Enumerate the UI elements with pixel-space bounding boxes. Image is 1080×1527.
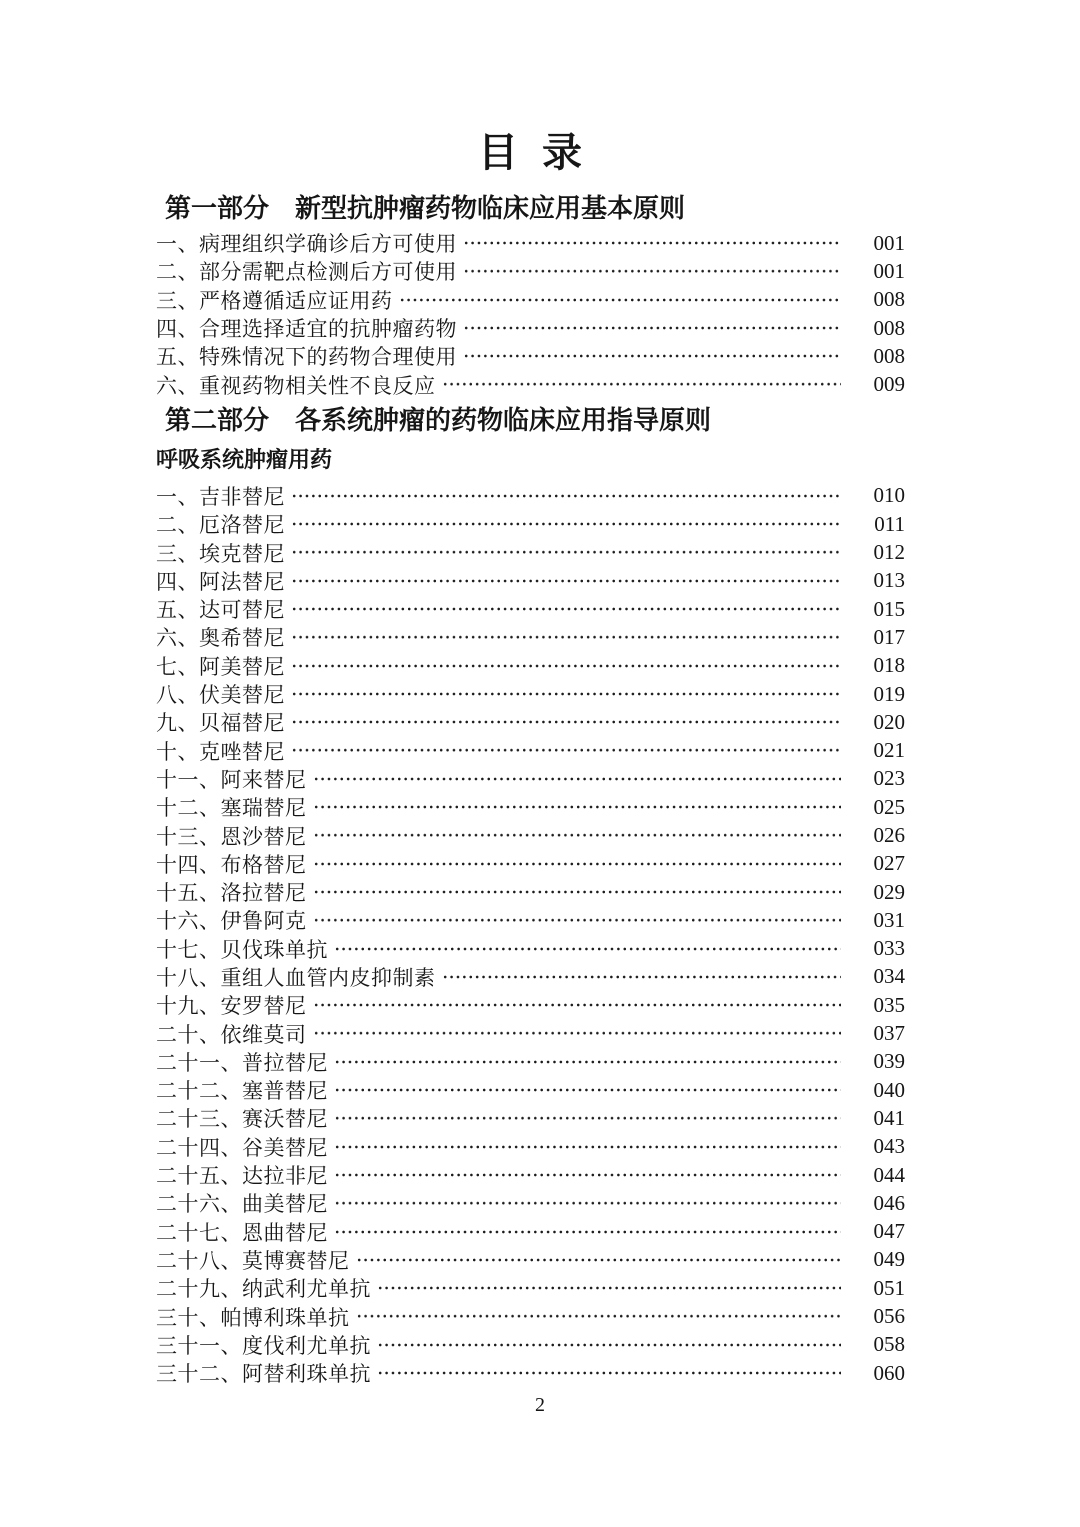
- toc-entry-title: 一、吉非替尼: [156, 484, 285, 509]
- dotted-leader: [442, 963, 842, 991]
- dotted-leader: [442, 370, 842, 398]
- part1-toc-list: [156, 229, 905, 399]
- toc-entry: [156, 652, 905, 680]
- toc-entry: [156, 1218, 905, 1246]
- dotted-leader: [334, 935, 841, 963]
- part1-heading-title: 新型抗肿瘤药物临床应用基本原则: [295, 194, 686, 223]
- dotted-leader: [291, 736, 841, 764]
- toc-entry-page: 008: [873, 315, 905, 340]
- toc-entry-page: 060: [873, 1360, 905, 1385]
- toc-entry: [156, 1161, 905, 1189]
- dotted-leader: [334, 1104, 841, 1132]
- dotted-leader: [291, 567, 841, 595]
- dotted-leader: [313, 1019, 842, 1047]
- toc-entry-title: 四、阿法替尼: [156, 569, 285, 594]
- dotted-leader: [313, 765, 842, 793]
- toc-entry-title: 二十八、莫博赛替尼: [156, 1248, 350, 1273]
- part1-heading-label: 第一部分: [165, 194, 270, 223]
- toc-entry-page: 011: [874, 511, 905, 536]
- toc-entry-title: 六、重视药物相关性不良反应: [156, 373, 436, 398]
- toc-entry-title: 二、部分需靶点检测后方可使用: [156, 260, 457, 285]
- toc-entry-title: 十、克唑替尼: [156, 739, 285, 764]
- toc-entry-page: 058: [873, 1332, 905, 1357]
- toc-entry: [156, 850, 905, 878]
- toc-entry-title: 十一、阿来替尼: [156, 767, 307, 792]
- toc-entry-title: 五、达可替尼: [156, 598, 285, 623]
- dotted-leader: [313, 878, 842, 906]
- toc-entry: [156, 567, 905, 595]
- dotted-leader: [377, 1359, 841, 1387]
- toc-entry-title: 十四、布格替尼: [156, 852, 307, 877]
- toc-entry-title: 三十二、阿替利珠单抗: [156, 1362, 371, 1387]
- part2-heading-label: 第二部分: [165, 405, 270, 435]
- toc-entry-page: 037: [873, 1021, 905, 1046]
- toc-entry: [156, 342, 905, 370]
- dotted-leader: [463, 342, 841, 370]
- toc-entry-title: 十八、重组人血管内皮抑制素: [156, 965, 436, 990]
- toc-entry-title: 二十五、达拉非尼: [156, 1164, 328, 1189]
- toc-entry: [156, 257, 905, 285]
- dotted-leader: [463, 314, 841, 342]
- dotted-leader: [334, 1161, 841, 1189]
- toc-entry-page: 044: [873, 1162, 905, 1187]
- toc-entry: [156, 1246, 905, 1274]
- toc-entry-page: 056: [873, 1304, 905, 1329]
- toc-entry-page: 034: [873, 964, 905, 989]
- toc-entry-page: 051: [873, 1275, 905, 1300]
- toc-entry: [156, 286, 905, 314]
- dotted-leader: [313, 821, 842, 849]
- dotted-leader: [334, 1048, 841, 1076]
- toc-entry-page: 009: [873, 372, 905, 397]
- dotted-leader: [291, 708, 841, 736]
- toc-entry-title: 十五、洛拉替尼: [156, 881, 307, 906]
- toc-entry: [156, 510, 905, 538]
- dotted-leader: [377, 1274, 841, 1302]
- toc-entry-page: 033: [873, 936, 905, 961]
- dotted-leader: [356, 1246, 842, 1274]
- part1-heading: [165, 192, 905, 226]
- toc-entry-title: 三、严格遵循适应证用药: [156, 288, 393, 313]
- dotted-leader: [377, 1331, 841, 1359]
- dotted-leader: [399, 286, 842, 314]
- toc-entry: [156, 1019, 905, 1047]
- toc-entry-page: 031: [873, 907, 905, 932]
- toc-entry: [156, 1076, 905, 1104]
- toc-entry: [156, 765, 905, 793]
- toc-entry: [156, 906, 905, 934]
- toc-entry-page: 020: [873, 709, 905, 734]
- toc-entry-title: 十二、塞瑞替尼: [156, 796, 307, 821]
- toc-entry-page: 015: [873, 596, 905, 621]
- toc-entry: [156, 793, 905, 821]
- toc-entry-page: 047: [873, 1219, 905, 1244]
- toc-entry-page: 013: [873, 568, 905, 593]
- toc-entry-page: 018: [873, 653, 905, 678]
- toc-entry-page: 039: [873, 1049, 905, 1074]
- toc-entry-title: 二十一、普拉替尼: [156, 1050, 328, 1075]
- dotted-leader: [313, 906, 842, 934]
- toc-entry: [156, 229, 905, 257]
- toc-entry: [156, 963, 905, 991]
- toc-entry-page: 001: [873, 230, 905, 255]
- toc-entry-title: 六、奥希替尼: [156, 626, 285, 651]
- dotted-leader: [291, 680, 841, 708]
- part2-toc-list: [156, 482, 905, 1388]
- toc-entry-title: 九、贝福替尼: [156, 711, 285, 736]
- dotted-leader: [291, 595, 841, 623]
- dotted-leader: [334, 1218, 841, 1246]
- toc-entry: [156, 1189, 905, 1217]
- toc-entry: [156, 370, 905, 398]
- toc-entry: [156, 1274, 905, 1302]
- toc-entry: [156, 708, 905, 736]
- toc-entry-title: 八、伏美替尼: [156, 683, 285, 708]
- page-number: 2: [535, 1394, 545, 1417]
- toc-entry: [156, 991, 905, 1019]
- toc-entry: [156, 1359, 905, 1387]
- toc-entry-title: 二十三、赛沃替尼: [156, 1107, 328, 1132]
- toc-entry-title: 三十、帕博利珠单抗: [156, 1305, 350, 1330]
- toc-entry-page: 023: [873, 766, 905, 791]
- toc-entry-page: 017: [873, 624, 905, 649]
- toc-entry: [156, 935, 905, 963]
- dotted-leader: [313, 793, 842, 821]
- toc-entry-page: 027: [873, 851, 905, 876]
- toc-entry-title: 七、阿美替尼: [156, 654, 285, 679]
- part2-heading-title: 各系统肿瘤的药物临床应用指导原则: [295, 405, 712, 435]
- toc-entry: [156, 878, 905, 906]
- toc-entry: [156, 1133, 905, 1161]
- toc-entry-title: 十七、贝伐珠单抗: [156, 937, 328, 962]
- toc-entry: [156, 821, 905, 849]
- toc-entry-title: 十九、安罗替尼: [156, 994, 307, 1019]
- toc-entry-page: 041: [873, 1105, 905, 1130]
- dotted-leader: [356, 1302, 842, 1330]
- toc-entry-title: 三十一、度伐利尤单抗: [156, 1333, 371, 1358]
- toc-entry-page: 035: [873, 992, 905, 1017]
- toc-entry-page: 008: [873, 287, 905, 312]
- dotted-leader: [291, 538, 841, 566]
- toc-entry-title: 二十七、恩曲替尼: [156, 1220, 328, 1245]
- dotted-leader: [313, 850, 842, 878]
- toc-entry-page: 001: [873, 258, 905, 283]
- toc-entry-title: 四、合理选择适宜的抗肿瘤药物: [156, 317, 457, 342]
- toc-entry-page: 043: [873, 1134, 905, 1159]
- toc-entry-title: 三、埃克替尼: [156, 541, 285, 566]
- subsection-heading-respiratory: 呼吸系统肿瘤用药: [156, 446, 333, 472]
- toc-entry: [156, 680, 905, 708]
- toc-entry: [156, 623, 905, 651]
- toc-entry-page: 010: [873, 483, 905, 508]
- toc-entry-title: 十三、恩沙替尼: [156, 824, 307, 849]
- toc-entry-page: 040: [873, 1077, 905, 1102]
- toc-entry: [156, 1302, 905, 1330]
- dotted-leader: [313, 991, 842, 1019]
- dotted-leader: [291, 482, 841, 510]
- toc-entry: [156, 1104, 905, 1132]
- toc-entry-page: 049: [873, 1247, 905, 1272]
- toc-entry-title: 二十六、曲美替尼: [156, 1192, 328, 1217]
- toc-entry-page: 021: [873, 738, 905, 763]
- toc-entry-page: 019: [873, 681, 905, 706]
- toc-entry-title: 二十、依维莫司: [156, 1022, 307, 1047]
- toc-entry-page: 012: [873, 540, 905, 565]
- toc-entry-title: 二十四、谷美替尼: [156, 1135, 328, 1160]
- toc-entry: [156, 538, 905, 566]
- toc-entry: [156, 314, 905, 342]
- toc-entry-page: 026: [873, 822, 905, 847]
- toc-entry-title: 二十九、纳武利尤单抗: [156, 1277, 371, 1302]
- toc-entry-page: 029: [873, 879, 905, 904]
- toc-entry-title: 二、厄洛替尼: [156, 513, 285, 538]
- dotted-leader: [334, 1133, 841, 1161]
- toc-entry-title: 五、特殊情况下的药物合理使用: [156, 345, 457, 370]
- toc-entry-page: 008: [873, 343, 905, 368]
- toc-entry: [156, 482, 905, 510]
- toc-entry-title: 一、病理组织学确诊后方可使用: [156, 232, 457, 257]
- toc-entry-title: 二十二、塞普替尼: [156, 1079, 328, 1104]
- toc-entry: [156, 595, 905, 623]
- dotted-leader: [334, 1189, 841, 1217]
- toc-entry-title: 十六、伊鲁阿克: [156, 909, 307, 934]
- toc-entry: [156, 1331, 905, 1359]
- dotted-leader: [463, 229, 841, 257]
- part2-heading: [165, 404, 905, 438]
- dotted-leader: [291, 652, 841, 680]
- dotted-leader: [291, 510, 841, 538]
- toc-entry: [156, 1048, 905, 1076]
- dotted-leader: [463, 257, 841, 285]
- dotted-leader: [334, 1076, 841, 1104]
- dotted-leader: [291, 623, 841, 651]
- toc-entry-page: 046: [873, 1190, 905, 1215]
- toc-entry: [156, 736, 905, 764]
- toc-entry-page: 025: [873, 794, 905, 819]
- page-title: 目 录: [478, 130, 583, 175]
